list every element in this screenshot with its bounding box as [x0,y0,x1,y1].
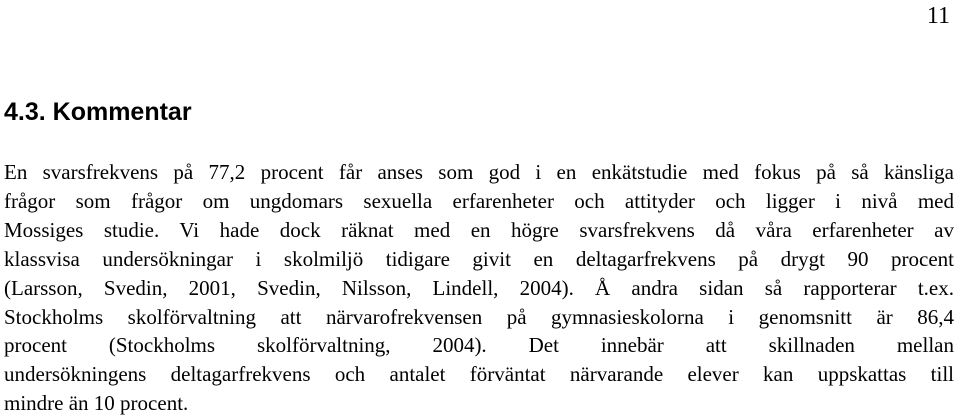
paragraph-line: En svarsfrekvens på 77,2 procent får anses som god i en enkätstudie med fokus på så känsliga [4,160,954,184]
paragraph-line: Stockholms skolförvaltning att närvarofrekvensen på gymnasieskolorna i genomsnitt är 86,4 [4,304,954,329]
paragraph-line: frågor som frågor om ungdomars sexuella erfarenheter och attityder och ligger i nivå med [4,188,954,213]
body-paragraph [4,158,954,418]
paragraph-line: Mossiges studie. Vi hade dock räknat med en högre svarsfrekvens då våra erfarenheter av [4,217,954,242]
paragraph-line: mindre än 10 procent. [4,391,189,416]
section-heading: 4.3. Kommentar [4,98,192,126]
paragraph-line: klassvisa undersökningar i skolmiljö tidigare givit en deltagarfrekvens på drygt 90 procent [4,246,954,271]
paragraph-line: undersökningens deltagarfrekvens och antalet förväntat närvarande elever kan uppskattas till [4,362,954,387]
paragraph-line: (Larsson, Svedin, 2001, Svedin, Nilsson, Lindell, 2004). Å andra sidan så rapporterar t.ex. [4,275,954,300]
paragraph-line: procent (Stockholms skolförvaltning, 2004). Det innebär att skillnaden mellan [4,333,954,358]
page-number: 11 [926,3,950,29]
